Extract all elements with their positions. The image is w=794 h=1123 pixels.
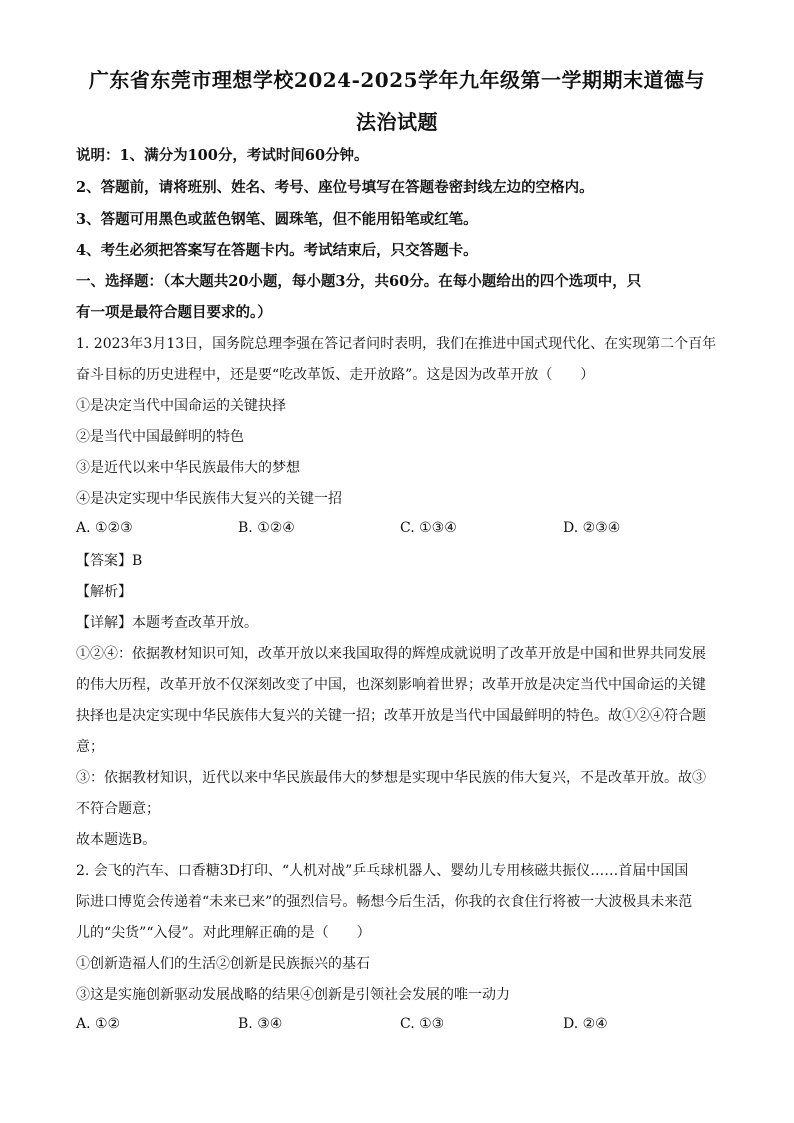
q1-options — [76, 520, 726, 540]
q1-analysis-label: 【解析】 — [76, 584, 132, 600]
q1-explanation-1-line1: ①②④：依据教材知识可知，改革开放以来我国取得的辉煌成就说明了改革开放是中国和世界共同发展 — [76, 646, 706, 662]
q1-explanation-1-line4: 意； — [76, 739, 104, 755]
q1-option-b: B. ①②④ — [238, 520, 295, 536]
q1-answer: 【答案】B — [76, 553, 143, 569]
q2-option-b: B. ③④ — [238, 1016, 283, 1032]
page-title-line1: 广东省东莞市理想学校2024-2025学年九年级第一学期期末道德与 — [88, 68, 706, 92]
q2-option-d: D. ②④ — [563, 1016, 608, 1032]
q1-explanation-2-line2: 不符合题意； — [76, 801, 160, 817]
q2-option-c: C. ①③ — [400, 1016, 445, 1032]
instruction-2: 2、答题前，请将班别、姓名、考号、座位号填写在答题卷密封线左边的空格内。 — [76, 179, 594, 196]
q2-options — [76, 1016, 726, 1036]
q2-item-line2: ③这是实施创新驱动发展战略的结果④创新是引领社会发展的唯一动力 — [76, 987, 510, 1003]
q2-stem-line3: 儿的“尖货”“入侵”。对此理解正确的是（ ） — [76, 925, 371, 941]
q2-item-line1: ①创新造福人们的生活②创新是民族振兴的基石 — [76, 956, 370, 972]
q2-stem-line2: 际进口博览会传递着“未来已来”的强烈信号。畅想今后生活，你我的衣食住行将被一大波极具未来范 — [76, 894, 693, 910]
q1-stem-line2: 奋斗目标的历史进程中，还是要“吃改革饭、走开放路”。这是因为改革开放（ ） — [76, 367, 595, 383]
q1-option-a: A. ①②③ — [76, 520, 133, 536]
q1-stem-line1: 1. 2023年3月13日，国务院总理李强在答记者问时表明，我们在推进中国式现代化、在实现第二个百年 — [76, 336, 717, 352]
section-heading-line1: 一、选择题：（本大题共20小题，每小题3分，共60分。在每小题给出的四个选项中，只 — [76, 273, 642, 290]
instruction-3: 3、答题可用黑色或蓝色钢笔、圆珠笔，但不能用铅笔或红笔。 — [76, 211, 478, 228]
q1-option-c: C. ①③④ — [400, 520, 457, 536]
section-heading-line2: 有一项是最符合题目要求的。） — [76, 304, 272, 321]
q1-item-3: ③是近代以来中华民族最伟大的梦想 — [76, 460, 300, 476]
page-title-line2: 法治试题 — [356, 110, 438, 134]
instruction-4: 4、考生必须把答案写在答题卡内。考试结束后，只交答题卡。 — [76, 242, 478, 259]
q1-item-1: ①是决定当代中国命运的关键抉择 — [76, 398, 286, 414]
q1-item-4: ④是决定实现中华民族伟大复兴的关键一招 — [76, 491, 342, 507]
q1-option-d: D. ②③④ — [563, 520, 621, 536]
q2-option-a: A. ①② — [76, 1016, 121, 1032]
q1-item-2: ②是当代中国最鲜明的特色 — [76, 429, 244, 445]
q1-conclusion: 故本题选B。 — [76, 832, 157, 848]
q2-stem-line1: 2. 会飞的汽车、口香糖3D打印、“人机对战”乒乓球机器人、婴幼儿专用核磁共振仪……首届中国国 — [76, 863, 689, 879]
q1-explanation-1-line2: 的伟大历程，改革开放不仅深刻改变了中国，也深刻影响着世界；改革开放是决定当代中国命运的关键 — [76, 677, 706, 693]
instruction-1: 说明：1、满分为100分，考试时间60分钟。 — [76, 147, 369, 164]
q1-explanation-2-line1: ③：依据教材知识，近代以来中华民族最伟大的梦想是实现中华民族的伟大复兴，不是改革开放。故③ — [76, 770, 706, 786]
q1-explanation-1-line3: 抉择也是决定实现中华民族伟大复兴的关键一招；改革开放是当代中国最鲜明的特色。故①②④符合题 — [76, 708, 706, 724]
q1-detail: 【详解】本题考查改革开放。 — [76, 615, 258, 631]
